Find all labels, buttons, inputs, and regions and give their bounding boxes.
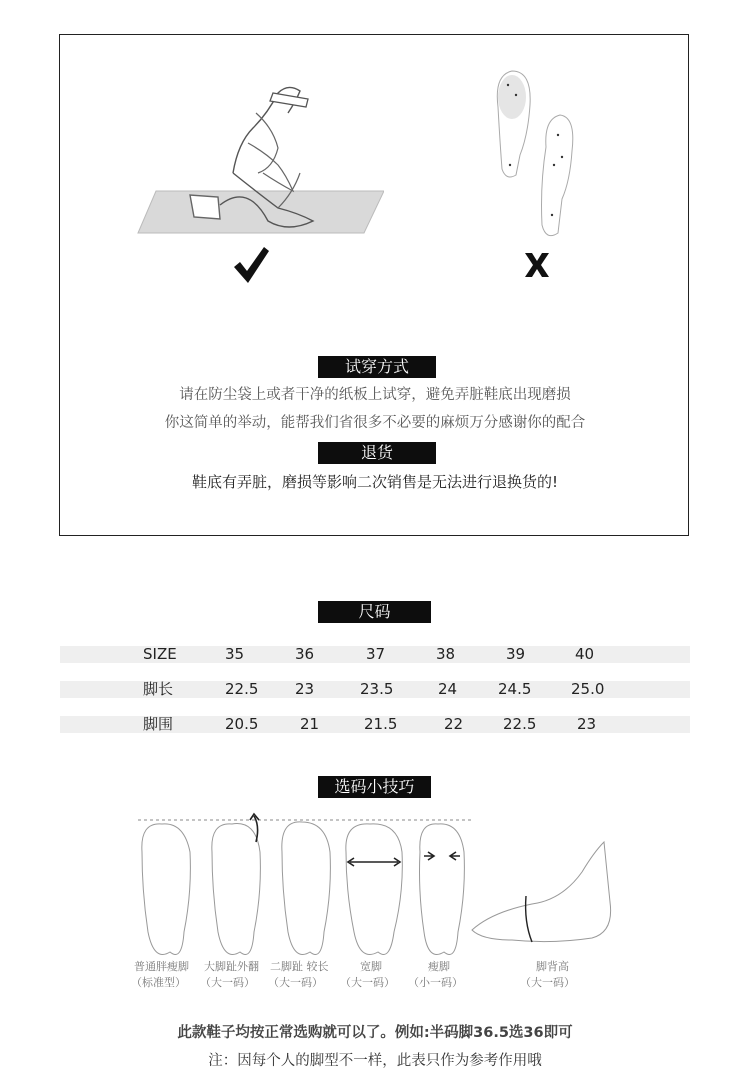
table-cell: 24.5 [498, 680, 532, 698]
foot-type-label: 二脚趾 较长 [270, 960, 329, 973]
table-cell: 22 [444, 715, 464, 733]
table-cell: 38 [436, 645, 456, 663]
try-on-instruction-line-2: 你这简单的举动，能帮我们省很多不必要的麻烦万分感谢你的配合 [164, 415, 586, 431]
foot-type-label: 普通胖瘦脚 [134, 960, 189, 973]
checkmark-icon [232, 245, 270, 285]
size-selection-note: 此款鞋子均按正常选购就可以了。例如:半码脚36.5选36即可 [177, 1025, 573, 1041]
table-cell: 39 [506, 645, 526, 663]
foot-type-sub-label: （标准型） [131, 976, 186, 989]
foot-type-sub-label: （大一码） [268, 976, 323, 989]
table-cell: 23 [577, 715, 597, 733]
foot-type-label: 瘦脚 [428, 960, 450, 973]
row-label: 脚长 [143, 680, 174, 698]
table-cell: 25.0 [571, 680, 605, 698]
table-cell: 20.5 [225, 715, 259, 733]
try-on-instructions-box [59, 34, 689, 536]
foot-circumference-table-row [60, 716, 690, 733]
table-cell: 37 [366, 645, 386, 663]
foot-type-sub-label: （小一码） [408, 976, 463, 989]
try-on-method-heading: 试穿方式 [318, 356, 436, 378]
table-cell: 40 [575, 645, 595, 663]
table-cell: 21 [300, 715, 320, 733]
table-cell: 35 [225, 645, 245, 663]
foot-type-sub-label: （大一码） [200, 976, 255, 989]
cross-icon [523, 251, 551, 279]
foot-type-label: 宽脚 [360, 960, 382, 973]
table-cell: 23.5 [360, 680, 394, 698]
size-tips-heading: 选码小技巧 [318, 776, 431, 798]
foot-type-sub-label: （大一码） [520, 976, 575, 989]
table-cell: 23 [295, 680, 315, 698]
row-label: 脚围 [143, 715, 174, 733]
size-table-row [60, 646, 690, 663]
foot-length-table-row [60, 681, 690, 698]
table-cell: 22.5 [503, 715, 537, 733]
foot-type-label: 脚背高 [536, 960, 569, 973]
size-chart-heading: 尺码 [318, 601, 431, 623]
table-cell: 24 [438, 680, 458, 698]
foot-type-label: 大脚趾外翻 [204, 960, 259, 973]
row-label: SIZE [143, 645, 177, 663]
table-cell: 21.5 [364, 715, 398, 733]
table-cell: 22.5 [225, 680, 259, 698]
return-policy-text: 鞋底有弄脏，磨损等影响二次销售是无法进行退换货的! [191, 473, 559, 491]
table-cell: 36 [295, 645, 315, 663]
return-policy-heading: 退货 [318, 442, 436, 464]
sandal-on-mat-illustration [128, 73, 384, 243]
foot-type-sub-label: （大一码） [340, 976, 395, 989]
shoe-sole-footprint-illustration [490, 65, 590, 255]
try-on-instruction-line-1: 请在防尘袋上或者干净的纸板上试穿，避免弄脏鞋底出现磨损 [179, 387, 571, 403]
reference-disclaimer-note: 注：因每个人的脚型不一样，此表只作为参考作用哦 [208, 1053, 542, 1069]
